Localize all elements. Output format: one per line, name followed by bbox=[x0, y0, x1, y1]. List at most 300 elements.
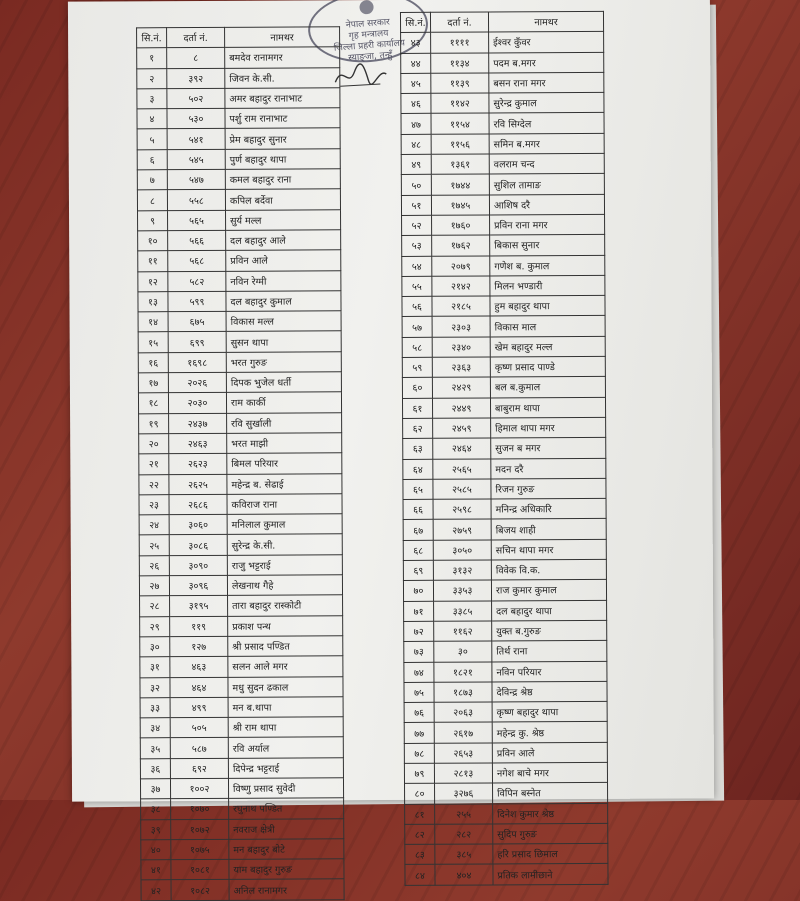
row-serial-number: ७५ bbox=[404, 682, 434, 702]
row-serial-number: ६८ bbox=[403, 540, 433, 560]
row-name: मनिलाल कुमाल bbox=[227, 514, 342, 535]
table-row bbox=[141, 798, 344, 819]
table-row bbox=[404, 641, 607, 662]
stamp-line: स्याङ्जा, तन्हुँ bbox=[347, 50, 393, 64]
table-row bbox=[402, 356, 605, 377]
row-serial-number: ४७ bbox=[401, 114, 431, 134]
row-name: अनिल रानामगर bbox=[229, 879, 344, 900]
row-registration-number: २४३७ bbox=[169, 413, 227, 434]
table-row bbox=[137, 88, 340, 109]
table-row bbox=[138, 392, 341, 413]
row-serial-number: ८४ bbox=[405, 865, 435, 885]
row-registration-number: १७६२ bbox=[432, 235, 490, 256]
row-serial-number: ४१ bbox=[141, 860, 171, 880]
row-registration-number: १०७५ bbox=[171, 839, 229, 860]
row-serial-number: ६१ bbox=[402, 398, 432, 418]
row-serial-number: ५८ bbox=[402, 337, 432, 357]
row-serial-number: ६२ bbox=[403, 418, 433, 438]
row-name: सुशिल तामाङ bbox=[489, 174, 604, 195]
row-serial-number: ४४ bbox=[401, 53, 431, 73]
row-name: कृष्ण बहादुर थापा bbox=[492, 701, 607, 722]
row-serial-number: ३९ bbox=[141, 819, 171, 839]
row-registration-number: २५९८ bbox=[433, 499, 491, 520]
row-name: दल बहादुर थापा bbox=[492, 600, 607, 621]
row-registration-number: ११५६ bbox=[431, 134, 489, 155]
row-name: दल बहादुर आले bbox=[226, 230, 341, 251]
stamp-line: जिल्ला प्रहरी कार्यालय bbox=[333, 38, 406, 54]
row-registration-number: १६९८ bbox=[168, 352, 226, 373]
row-serial-number: २ bbox=[137, 68, 167, 88]
row-registration-number: ३८५ bbox=[435, 844, 493, 865]
row-registration-number: ३०८६ bbox=[169, 535, 227, 556]
row-name: दिपेन्द्र भट्टराई bbox=[228, 757, 343, 778]
row-serial-number: ५७ bbox=[402, 317, 432, 337]
table-row bbox=[137, 108, 340, 129]
table-row bbox=[404, 661, 607, 682]
row-serial-number: २३ bbox=[139, 494, 169, 514]
table-row bbox=[405, 783, 608, 804]
row-name: प्रविन आले bbox=[226, 250, 341, 271]
document-sheet bbox=[68, 0, 714, 897]
table-row bbox=[139, 575, 342, 596]
table-row bbox=[404, 681, 607, 702]
row-serial-number: ३१ bbox=[140, 657, 170, 677]
row-registration-number: २४४९ bbox=[432, 398, 490, 419]
row-name: विष्णु प्रसाद सुवेदी bbox=[228, 778, 343, 799]
row-registration-number: ५९९ bbox=[168, 291, 226, 312]
row-registration-number: ५०५ bbox=[170, 717, 228, 738]
row-serial-number: ६४ bbox=[403, 459, 433, 479]
roster-table-right bbox=[400, 11, 609, 886]
row-registration-number: ५६८ bbox=[168, 251, 226, 272]
row-name: रवि सिग्देल bbox=[489, 113, 604, 134]
row-registration-number: ५४१ bbox=[167, 129, 225, 150]
row-serial-number: ५२ bbox=[402, 215, 432, 235]
row-registration-number: ५६६ bbox=[168, 230, 226, 251]
row-name: पुर्ण बहादुर थापा bbox=[225, 149, 340, 170]
row-name: रघुनाथ पण्डित bbox=[229, 798, 344, 819]
row-registration-number: २५८५ bbox=[433, 479, 491, 500]
row-name: मनिन्द्र अधिकारि bbox=[491, 499, 606, 520]
row-registration-number: १०८१ bbox=[171, 860, 229, 881]
row-name: आशिष दरै bbox=[489, 194, 604, 215]
row-name: राम कार्की bbox=[226, 392, 341, 413]
row-name: सुसन थापा bbox=[226, 331, 341, 352]
row-serial-number: ८ bbox=[137, 190, 167, 210]
row-registration-number: २०६३ bbox=[434, 702, 492, 723]
row-name: सुर्य मल्ल bbox=[226, 209, 341, 230]
table-row bbox=[137, 189, 340, 210]
row-registration-number: २६२५ bbox=[169, 474, 227, 495]
table-row bbox=[138, 311, 341, 332]
table-row bbox=[403, 438, 606, 459]
row-serial-number: ३८ bbox=[141, 799, 171, 819]
stamp-line: नेपाल सरकार bbox=[345, 17, 391, 31]
row-name: राज कुमार कुमाल bbox=[491, 580, 606, 601]
row-registration-number: ३०५० bbox=[433, 540, 491, 561]
row-serial-number: ६६ bbox=[403, 499, 433, 519]
row-registration-number: ४६४ bbox=[170, 677, 228, 698]
table-row bbox=[404, 600, 607, 621]
table-row bbox=[402, 316, 605, 337]
row-name: सुदिप गुरुङ bbox=[493, 823, 608, 844]
row-name: हुम बहादुर थापा bbox=[490, 296, 605, 317]
row-serial-number: १२ bbox=[138, 271, 168, 291]
table-row bbox=[140, 595, 343, 616]
table-row bbox=[404, 701, 607, 722]
row-registration-number: ३३५३ bbox=[433, 580, 491, 601]
header-registration-number: दर्ता नं. bbox=[167, 27, 225, 48]
row-name: सुजन ब मगर bbox=[491, 438, 606, 459]
row-name: श्री राम थापा bbox=[228, 717, 343, 738]
row-name: मदन दरै bbox=[491, 458, 606, 479]
table-row bbox=[401, 52, 604, 73]
row-registration-number: २४६४ bbox=[433, 438, 491, 459]
row-name: हरि प्रसाद छिमाल bbox=[493, 844, 608, 865]
row-registration-number: ३०९६ bbox=[169, 575, 227, 596]
table-row bbox=[405, 844, 608, 865]
table-row bbox=[404, 762, 607, 783]
row-serial-number: ५६ bbox=[402, 296, 432, 316]
table-header-row bbox=[400, 11, 603, 32]
row-serial-number: ५० bbox=[401, 175, 431, 195]
table-row bbox=[138, 250, 341, 271]
emblem-icon bbox=[359, 0, 374, 15]
row-serial-number: २५ bbox=[139, 535, 169, 555]
row-serial-number: ७९ bbox=[404, 763, 434, 783]
row-name: हिमाल थापा मगर bbox=[491, 417, 606, 438]
row-name: राजु भट्टराई bbox=[227, 554, 342, 575]
row-serial-number: १५ bbox=[138, 332, 168, 352]
row-name: बिकास सुनार bbox=[490, 235, 605, 256]
table-row bbox=[404, 722, 607, 743]
row-registration-number: २३६३ bbox=[432, 357, 490, 378]
row-serial-number: ७१ bbox=[404, 601, 434, 621]
row-name: प्रविन आले bbox=[492, 742, 607, 763]
row-registration-number: २४५९ bbox=[433, 418, 491, 439]
row-serial-number: ७३ bbox=[404, 641, 434, 661]
table-row bbox=[401, 32, 604, 53]
table-row bbox=[140, 636, 343, 657]
row-name: बिमल परियार bbox=[227, 453, 342, 474]
table-row bbox=[141, 879, 344, 900]
table-row bbox=[404, 620, 607, 641]
table-row bbox=[141, 859, 344, 880]
row-name: अमर बहादुर रानाभाट bbox=[225, 88, 340, 109]
row-registration-number: २६५३ bbox=[434, 743, 492, 764]
row-name: कविराज राना bbox=[227, 494, 342, 515]
row-serial-number: ४ bbox=[137, 109, 167, 129]
row-registration-number: ५३० bbox=[167, 109, 225, 130]
row-serial-number: १९ bbox=[139, 413, 169, 433]
row-registration-number: ११३४ bbox=[431, 53, 489, 74]
table-header-row bbox=[137, 27, 340, 48]
row-name: रवि अर्याल bbox=[228, 737, 343, 758]
table-row bbox=[402, 397, 605, 418]
row-serial-number: ६ bbox=[137, 149, 167, 169]
table-row bbox=[140, 676, 343, 697]
row-name: युक्त ब.गुरुङ bbox=[492, 620, 607, 641]
row-registration-number: ३० bbox=[434, 641, 492, 662]
row-registration-number: १०८२ bbox=[171, 880, 229, 901]
table-row bbox=[402, 255, 605, 276]
table-row bbox=[139, 534, 342, 555]
row-name: मिलन भण्डारी bbox=[490, 275, 605, 296]
row-serial-number: २७ bbox=[139, 576, 169, 596]
table-row bbox=[141, 839, 344, 860]
table-row bbox=[138, 372, 341, 393]
table-row bbox=[402, 336, 605, 357]
row-name: सचिन थापा मगर bbox=[491, 539, 606, 560]
row-serial-number: ११ bbox=[138, 251, 168, 271]
row-registration-number: ११९ bbox=[170, 616, 228, 637]
row-registration-number: ६९९ bbox=[168, 332, 226, 353]
row-registration-number: ३९२ bbox=[167, 68, 225, 89]
row-name: बिजय शाही bbox=[491, 519, 606, 540]
table-row bbox=[403, 519, 606, 540]
row-name: नविन परियार bbox=[492, 661, 607, 682]
row-registration-number: ११४२ bbox=[431, 93, 489, 114]
row-serial-number: ८० bbox=[405, 784, 435, 804]
row-registration-number: ६९२ bbox=[170, 758, 228, 779]
row-name: तारा बहादुर रास्कोटी bbox=[228, 595, 343, 616]
row-serial-number: २८ bbox=[140, 596, 170, 616]
table-row bbox=[139, 473, 342, 494]
row-registration-number: ३०९० bbox=[169, 555, 227, 576]
row-serial-number: २९ bbox=[140, 616, 170, 636]
header-name: नामथर bbox=[488, 11, 603, 32]
row-serial-number: २० bbox=[139, 434, 169, 454]
row-registration-number: ५०२ bbox=[167, 88, 225, 109]
row-registration-number: ५८७ bbox=[170, 738, 228, 759]
row-name: भरत गुरुङ bbox=[226, 352, 341, 373]
row-name: ईश्वर कुँवर bbox=[489, 32, 604, 53]
row-name: कमल बहादुर राना bbox=[225, 169, 340, 190]
row-serial-number: ३० bbox=[140, 637, 170, 657]
row-registration-number: ५५८ bbox=[167, 190, 225, 211]
row-serial-number: १० bbox=[138, 231, 168, 251]
row-registration-number: २०३० bbox=[168, 393, 226, 414]
row-registration-number: २०२६ bbox=[168, 372, 226, 393]
row-name: मन ब.थापा bbox=[228, 697, 343, 718]
table-row bbox=[140, 757, 343, 778]
table-row bbox=[138, 291, 341, 312]
row-serial-number: ७७ bbox=[404, 723, 434, 743]
row-name: जिवन के.सी. bbox=[225, 67, 340, 88]
row-registration-number: २४२९ bbox=[432, 377, 490, 398]
table-row bbox=[137, 149, 340, 170]
row-registration-number: २५५ bbox=[435, 804, 493, 825]
row-registration-number: २७५९ bbox=[433, 519, 491, 540]
table-row bbox=[139, 514, 342, 535]
row-registration-number: २४६३ bbox=[169, 433, 227, 454]
row-registration-number: १८२१ bbox=[434, 661, 492, 682]
row-serial-number: ७८ bbox=[404, 743, 434, 763]
row-serial-number: ३२ bbox=[140, 677, 170, 697]
row-serial-number: २२ bbox=[139, 474, 169, 494]
row-name: रिजन गुरुङ bbox=[491, 478, 606, 499]
row-name: देविन्द्र श्रेष्ठ bbox=[492, 681, 607, 702]
row-name: रवि सुर्खाली bbox=[227, 412, 342, 433]
table-row bbox=[405, 864, 608, 885]
table-row bbox=[403, 458, 606, 479]
row-registration-number: १२७ bbox=[170, 636, 228, 657]
row-serial-number: ६३ bbox=[403, 439, 433, 459]
row-registration-number: ४०४ bbox=[435, 864, 493, 885]
row-serial-number: ४३ bbox=[401, 33, 431, 53]
row-name: सुरेन्द्र के.सी. bbox=[227, 534, 342, 555]
row-serial-number: २६ bbox=[139, 555, 169, 575]
row-serial-number: २४ bbox=[139, 515, 169, 535]
row-serial-number: ७२ bbox=[404, 621, 434, 641]
row-registration-number: २८२ bbox=[435, 824, 493, 845]
row-registration-number: ५६५ bbox=[168, 210, 226, 231]
header-serial-number: सि.नं. bbox=[400, 12, 430, 32]
row-registration-number: १०७२ bbox=[171, 819, 229, 840]
header-registration-number: दर्ता नं. bbox=[430, 12, 488, 33]
row-registration-number: १३६१ bbox=[431, 154, 489, 175]
row-registration-number: १०७० bbox=[171, 799, 229, 820]
row-name: नवराज क्षेत्री bbox=[229, 818, 344, 839]
row-serial-number: ६७ bbox=[403, 520, 433, 540]
row-serial-number: ६५ bbox=[403, 479, 433, 499]
row-serial-number: ६० bbox=[402, 378, 432, 398]
row-registration-number: १७६० bbox=[432, 215, 490, 236]
table-row bbox=[138, 352, 341, 373]
row-name: महेन्द्र ब. सेढाई bbox=[227, 473, 342, 494]
row-registration-number: ११११ bbox=[431, 32, 489, 53]
row-serial-number: ३६ bbox=[140, 758, 170, 778]
row-registration-number: ६७५ bbox=[168, 312, 226, 333]
row-serial-number: ३३ bbox=[140, 697, 170, 717]
row-registration-number: २६१७ bbox=[434, 722, 492, 743]
row-serial-number: ३ bbox=[137, 89, 167, 109]
row-registration-number: ५४७ bbox=[167, 169, 225, 190]
table-row bbox=[140, 778, 343, 799]
header-serial-number: सि.नं. bbox=[137, 28, 167, 48]
table-row bbox=[137, 67, 340, 88]
table-row bbox=[140, 615, 343, 636]
row-name: समिन ब.मगर bbox=[489, 133, 604, 154]
row-registration-number: ११६२ bbox=[434, 621, 492, 642]
row-serial-number: ५४ bbox=[402, 256, 432, 276]
table-row bbox=[401, 113, 604, 134]
table-row bbox=[138, 209, 341, 230]
row-name: दल बहादुर कुमाल bbox=[226, 291, 341, 312]
row-serial-number: १८ bbox=[138, 393, 168, 413]
header-name: नामथर bbox=[225, 27, 340, 48]
table-row bbox=[403, 417, 606, 438]
row-registration-number: २५६५ bbox=[433, 459, 491, 480]
row-serial-number: ४६ bbox=[401, 93, 431, 113]
row-registration-number: २३४० bbox=[432, 337, 490, 358]
table-row bbox=[403, 580, 606, 601]
table-row bbox=[137, 47, 340, 68]
row-serial-number: १४ bbox=[138, 312, 168, 332]
stamp-line: गृह मन्त्रालय bbox=[348, 28, 389, 42]
row-registration-number: १७४५ bbox=[431, 195, 489, 216]
row-name: नविन रेग्मी bbox=[226, 270, 341, 291]
row-registration-number: २१८५ bbox=[432, 296, 490, 317]
row-serial-number: ८३ bbox=[405, 844, 435, 864]
row-name: पर्शु राम रानाभाट bbox=[225, 108, 340, 129]
row-serial-number: १ bbox=[137, 48, 167, 68]
roster-table-left bbox=[136, 26, 345, 901]
row-name: नगेश बाचे मगर bbox=[492, 762, 607, 783]
row-serial-number: ७६ bbox=[404, 702, 434, 722]
row-serial-number: ५५ bbox=[402, 276, 432, 296]
row-name: लेखनाथ गैहे bbox=[227, 575, 342, 596]
table-row bbox=[140, 656, 343, 677]
row-serial-number: १३ bbox=[138, 292, 168, 312]
row-registration-number: २६२३ bbox=[169, 454, 227, 475]
row-serial-number: ५९ bbox=[402, 357, 432, 377]
row-serial-number: ३७ bbox=[140, 779, 170, 799]
row-name: बसन राना मगर bbox=[489, 72, 604, 93]
row-name: दिपक भुजेल धर्ती bbox=[226, 372, 341, 393]
table-row bbox=[139, 494, 342, 515]
row-registration-number: ३२७६ bbox=[435, 783, 493, 804]
table-row bbox=[402, 377, 605, 398]
row-serial-number: ७ bbox=[137, 170, 167, 190]
row-name: सुरेन्द्र कुमाल bbox=[489, 93, 604, 114]
row-registration-number: ४९९ bbox=[170, 697, 228, 718]
row-name: विकास मल्ल bbox=[226, 311, 341, 332]
row-name: कृष्ण प्रसाद पाण्डे bbox=[490, 356, 605, 377]
row-serial-number: ४९ bbox=[401, 154, 431, 174]
row-name: महेन्द्र कु. श्रेष्ठ bbox=[492, 722, 607, 743]
row-serial-number: ९ bbox=[138, 210, 168, 230]
row-name: वलराम चन्द bbox=[489, 153, 604, 174]
row-registration-number: ३१९५ bbox=[170, 596, 228, 617]
row-serial-number: ४५ bbox=[401, 73, 431, 93]
table-row bbox=[405, 823, 608, 844]
row-name: प्रतिक लामीछाने bbox=[493, 864, 608, 885]
row-serial-number: ५३ bbox=[402, 236, 432, 256]
table-row bbox=[405, 803, 608, 824]
row-serial-number: ३५ bbox=[140, 738, 170, 758]
row-name: कपिल बर्देवा bbox=[225, 189, 340, 210]
row-serial-number: ७४ bbox=[404, 662, 434, 682]
table-row bbox=[403, 499, 606, 520]
table-row bbox=[401, 153, 604, 174]
table-row bbox=[402, 214, 605, 235]
row-registration-number: ३०६० bbox=[169, 514, 227, 535]
row-serial-number: ३४ bbox=[140, 718, 170, 738]
table-row bbox=[139, 412, 342, 433]
row-name: पदम ब.मगर bbox=[489, 52, 604, 73]
row-serial-number: ७० bbox=[403, 581, 433, 601]
row-registration-number: २०७९ bbox=[432, 256, 490, 277]
table-row bbox=[140, 717, 343, 738]
row-name: प्रेम बहादुर सुनार bbox=[225, 128, 340, 149]
table-row bbox=[139, 554, 342, 575]
row-registration-number: ११५४ bbox=[431, 113, 489, 134]
row-registration-number: ५८२ bbox=[168, 271, 226, 292]
row-name: विकास माल bbox=[490, 316, 605, 337]
row-name: मधु सुदन ढकाल bbox=[228, 676, 343, 697]
table-row bbox=[137, 169, 340, 190]
table-row bbox=[138, 331, 341, 352]
row-serial-number: १७ bbox=[138, 373, 168, 393]
row-serial-number: ४२ bbox=[141, 880, 171, 900]
row-registration-number: ४६३ bbox=[170, 657, 228, 678]
row-serial-number: ५ bbox=[137, 129, 167, 149]
row-registration-number: ११३९ bbox=[431, 73, 489, 94]
row-registration-number: ३१३२ bbox=[433, 560, 491, 581]
table-row bbox=[403, 539, 606, 560]
table-row bbox=[137, 128, 340, 149]
